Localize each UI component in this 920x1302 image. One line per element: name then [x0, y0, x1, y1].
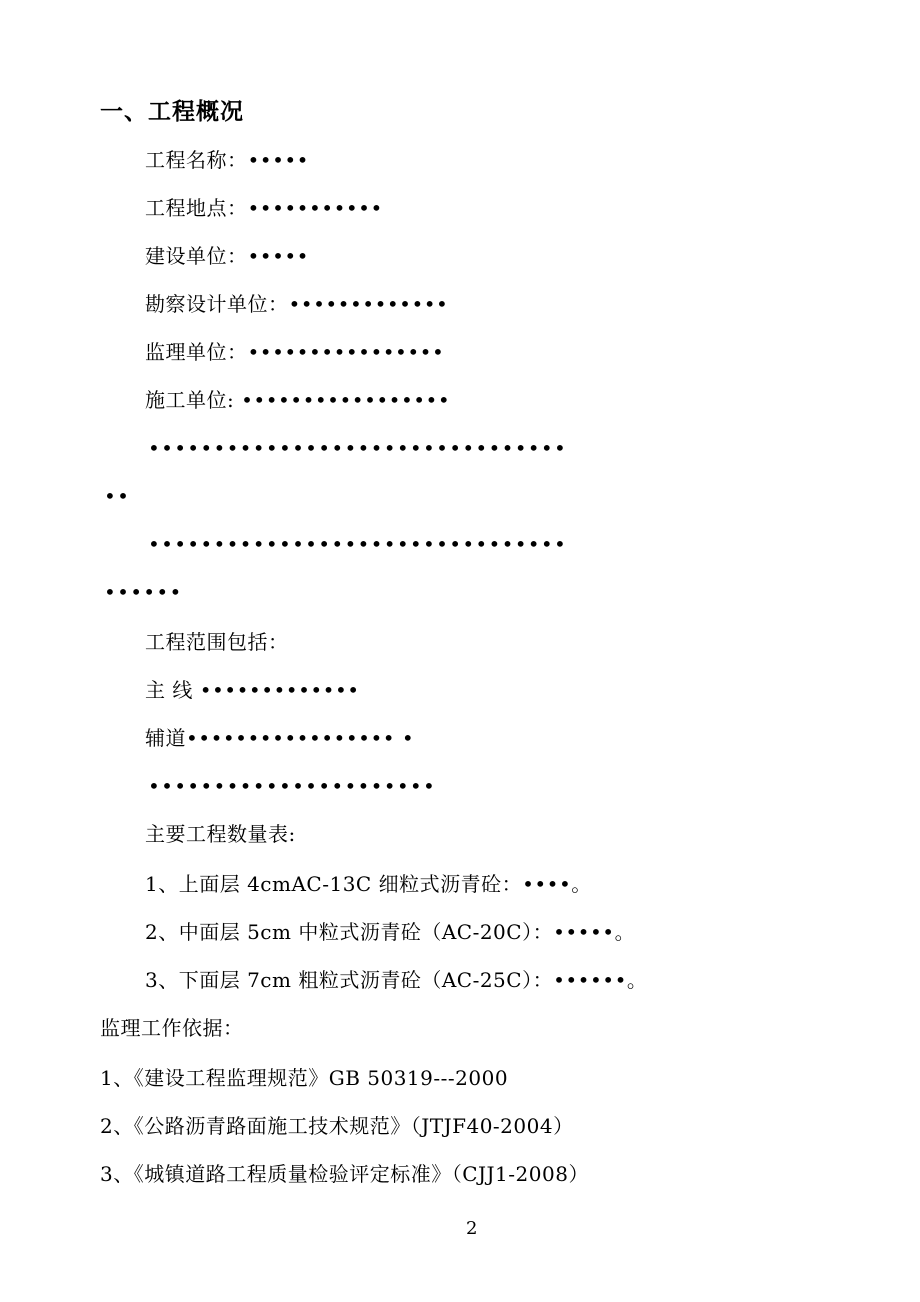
basis-item-3: 3、《城镇道路工程质量检验评定标准》（CJJ1-2008）: [100, 1162, 589, 1186]
contractor-continuation-1b: ••: [104, 484, 131, 508]
contractor-continuation-1a: ••••••••••••••••••••••••••••••••: [148, 436, 568, 460]
scope-aux-continuation: ••••••••••••••••••••••: [148, 774, 437, 798]
supervision-unit-line: 监理单位：••••••••••••••••: [145, 340, 445, 364]
basis-title: 监理工作依据：: [100, 1016, 244, 1040]
design-unit-line: 勘察设计单位：•••••••••••••: [145, 292, 449, 316]
contractor-continuation-2a: ••••••••••••••••••••••••••••••••: [148, 532, 568, 556]
page-number: 2: [466, 1218, 478, 1239]
scope-intro-line: 工程范围包括：: [145, 630, 289, 654]
project-location-line: 工程地点：•••••••••••: [145, 196, 383, 220]
contractor-line: 施工单位: •••••••••••••••••: [145, 388, 451, 412]
section-heading: 一、工程概况: [100, 98, 244, 125]
basis-item-2: 2、《公路沥青路面施工技术规范》（JTJF40-2004）: [100, 1114, 574, 1138]
owner-line: 建设单位：•••••: [145, 244, 309, 268]
project-name-line: 工程名称：•••••: [145, 148, 309, 172]
quantity-table-title: 主要工程数量表:: [145, 822, 296, 846]
scope-aux-line: 辅道••••••••••••••••• •: [145, 726, 415, 750]
quantity-item-2: 2、中面层 5cm 中粒式沥青砼（AC-20C）：•••••。: [145, 920, 636, 944]
quantity-item-3: 3、下面层 7cm 粗粒式沥青砼（AC-25C）：••••••。: [145, 968, 648, 992]
scope-main-line: 主 线 •••••••••••••: [145, 678, 360, 702]
quantity-item-1: 1、上面层 4cmAC-13C 细粒式沥青砼：••••。: [145, 872, 592, 896]
basis-item-1: 1、《建设工程监理规范》GB 50319---2000: [100, 1066, 509, 1090]
contractor-continuation-2b: ••••••: [104, 580, 183, 604]
